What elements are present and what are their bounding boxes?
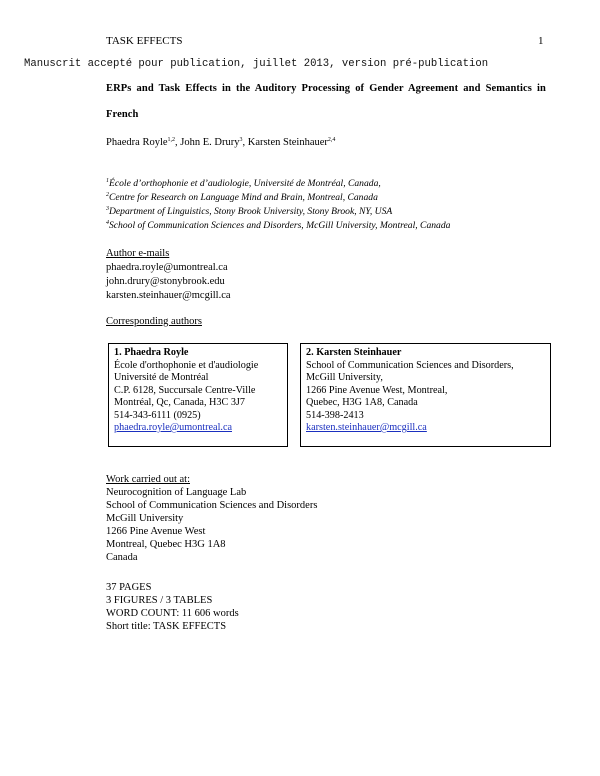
corresponding-author-name: 1. Phaedra Royle xyxy=(114,347,189,358)
affiliation-num: 3 xyxy=(106,206,109,212)
corresponding-author-name: 2. Karsten Steinhauer xyxy=(306,347,402,358)
affiliation-item xyxy=(106,205,450,219)
address-line: C.P. 6128, Succursale Centre-Ville xyxy=(114,384,256,396)
author-sep: , xyxy=(175,137,181,148)
work-line: Montreal, Quebec H3G 1A8 xyxy=(106,539,226,550)
email-entry: phaedra.royle@umontreal.ca xyxy=(106,262,228,273)
running-header: TASK EFFECTS xyxy=(106,35,183,47)
affiliation-num: 4 xyxy=(106,220,109,226)
affiliation-item xyxy=(106,177,450,191)
affiliation-text: Centre for Research on Language Mind and Brain, Montreal, Canada xyxy=(109,192,378,203)
author-name: John E. Drury xyxy=(180,137,240,148)
author-list xyxy=(106,137,335,148)
phone-line: 514-343-6111 (0925) xyxy=(114,409,201,421)
figure-table-count: 3 FIGURES / 3 TABLES xyxy=(106,595,213,606)
affiliation-list xyxy=(106,177,450,233)
page-count: 37 PAGES xyxy=(106,582,152,593)
manuscript-meta xyxy=(106,581,239,633)
affiliation-text: Department of Linguistics, Stony Brook University, Stony Brook, NY, USA xyxy=(109,206,393,217)
phone-line: 514-398-2413 xyxy=(306,409,364,421)
corresponding-author-box-1 xyxy=(108,343,288,447)
address-line: École d'orthophonie et d'audiologie xyxy=(114,359,259,371)
page-number: 1 xyxy=(538,35,544,47)
author-name: Karsten Steinhauer xyxy=(247,137,328,148)
author-name: Phaedra Royle xyxy=(106,137,168,148)
work-line: McGill University xyxy=(106,513,184,524)
publication-watermark: Manuscrit accepté pour publication, juillet 2013, version pré-publication xyxy=(24,58,489,70)
word-count: WORD COUNT: 11 606 words xyxy=(106,608,239,619)
author-affil-sup: 3 xyxy=(239,137,243,143)
corresponding-authors-heading: Corresponding authors xyxy=(106,316,202,327)
author-affil-sup: 1,2 xyxy=(167,137,176,143)
short-title: Short title: TASK EFFECTS xyxy=(106,621,227,632)
work-heading: Work carried out at: xyxy=(106,474,190,485)
affiliation-text: École d’orthophonie et d’audiologie, Université de Montréal, Canada, xyxy=(109,178,381,189)
address-line: Quebec, H3G 1A8, Canada xyxy=(306,397,418,408)
address-line: 1266 Pine Avenue West, Montreal, xyxy=(306,384,448,396)
work-location-section xyxy=(106,473,317,564)
affiliation-item xyxy=(106,219,450,233)
address-line: Montréal, Qc, Canada, H3C 3J7 xyxy=(114,397,245,408)
paper-title: ERPs and Task Effects in the Auditory Processing of Gender Agreement and Semantics in French xyxy=(106,83,546,120)
work-line: Canada xyxy=(106,552,138,563)
email-link[interactable]: karsten.steinhauer@mcgill.ca xyxy=(306,422,427,433)
address-line: Université de Montréal xyxy=(114,372,209,383)
affiliation-num: 1 xyxy=(106,178,109,184)
affiliation-text: School of Communication Sciences and Disorders, McGill University, Montreal, Canada xyxy=(109,220,451,231)
author-emails-section xyxy=(106,247,231,303)
author-sep: , xyxy=(242,137,248,148)
affiliation-num: 2 xyxy=(106,192,109,198)
affiliation-item xyxy=(106,191,450,205)
work-line: School of Communication Sciences and Disorders xyxy=(106,500,318,511)
author-affil-sup: 2,4 xyxy=(327,137,336,143)
corresponding-author-box-2 xyxy=(300,343,551,447)
address-line: McGill University, xyxy=(306,372,383,383)
emails-heading: Author e-mails xyxy=(106,248,170,259)
work-line: Neurocognition of Language Lab xyxy=(106,487,247,498)
work-line: 1266 Pine Avenue West xyxy=(106,526,206,537)
email-entry: john.drury@stonybrook.edu xyxy=(106,276,225,287)
email-link[interactable]: phaedra.royle@umontreal.ca xyxy=(114,422,232,433)
email-entry: karsten.steinhauer@mcgill.ca xyxy=(106,290,231,301)
address-line: School of Communication Sciences and Disorders, xyxy=(306,359,514,371)
